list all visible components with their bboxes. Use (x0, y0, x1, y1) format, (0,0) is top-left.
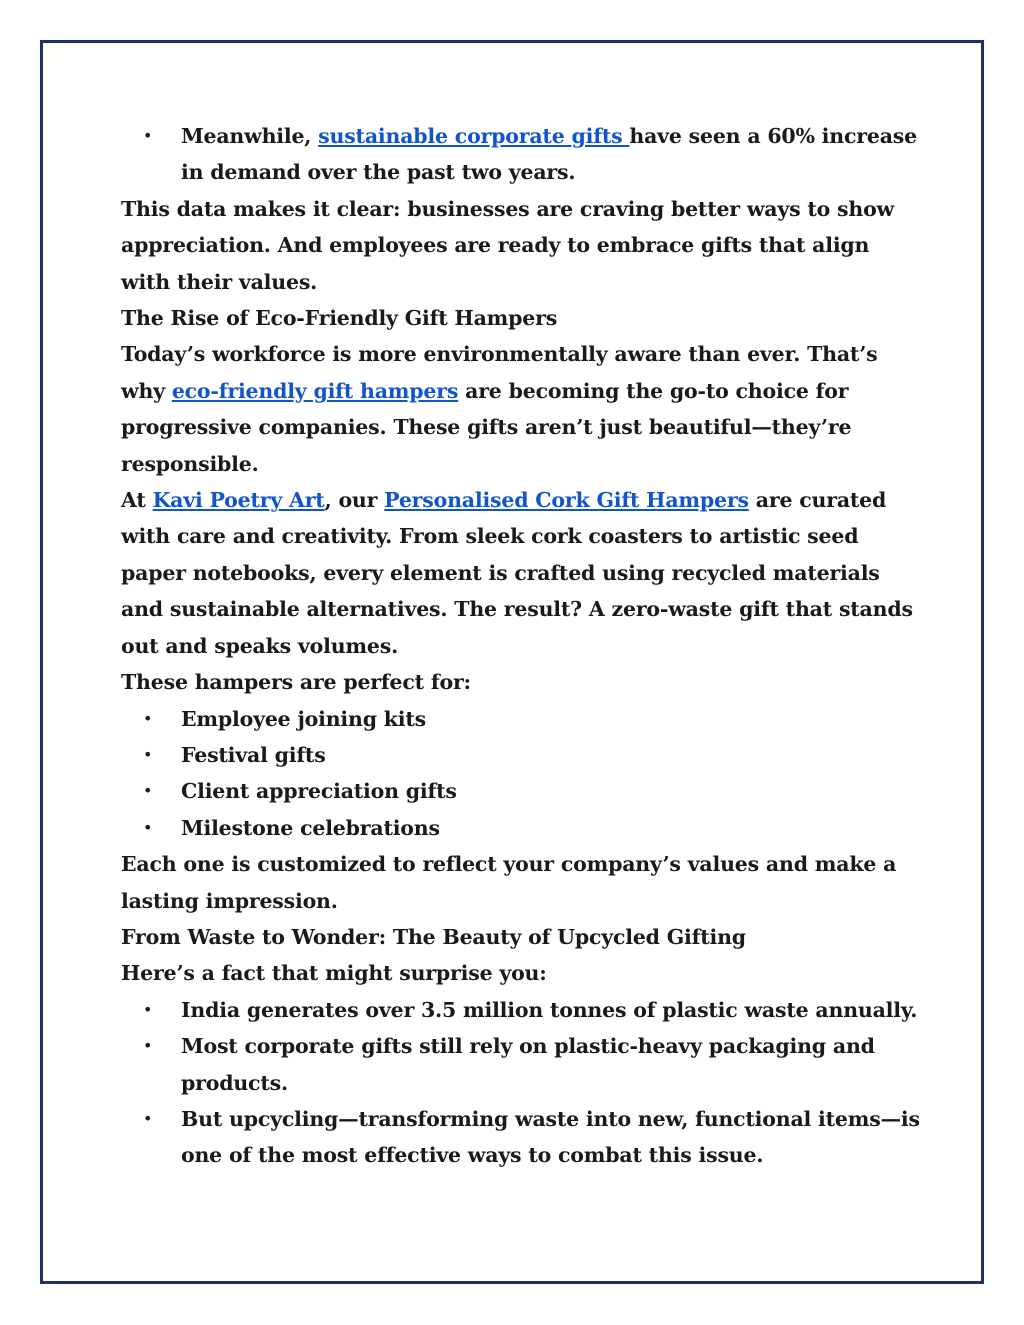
paragraph-perfect-for: These hampers are perfect for: (121, 670, 471, 695)
list-item: • Milestone celebrations (121, 810, 921, 846)
list-item: • But upcycling—transforming waste into new, functional items—is one of the most effective ways to combat this issue. (121, 1101, 921, 1174)
link-eco-friendly-gift-hampers[interactable]: eco-friendly gift hampers (171, 378, 459, 403)
paragraph-text: At (121, 488, 153, 513)
link-kavi-poetry-art[interactable]: Kavi Poetry Art (152, 488, 325, 513)
bullet-list-stats (121, 118, 921, 191)
document-body (121, 118, 921, 1174)
paragraph-text: , our (324, 488, 385, 513)
list-item (121, 118, 921, 191)
list-item: • Festival gifts (121, 737, 921, 773)
paragraph-data: This data makes it clear: businesses are craving better ways to show appreciation. And employees are ready to embrace gifts that align with their values. (121, 196, 895, 294)
heading-rise-eco-friendly: The Rise of Eco-Friendly Gift Hampers (121, 306, 558, 331)
bullet-list-facts (121, 992, 921, 1174)
paragraph-text: Today’s workforce is more environmentally aware than ever. That’s why (121, 342, 878, 403)
link-sustainable-corporate-gifts[interactable]: sustainable corporate gifts (318, 124, 630, 148)
list-item: • Client appreciation gifts (121, 773, 921, 809)
bullet-text: have seen a 60% increase in demand over the past two years. (181, 124, 917, 185)
link-personalised-cork-gift-hampers[interactable]: Personalised Cork Gift Hampers (384, 488, 749, 513)
paragraph-customized: Each one is customized to reflect your company’s values and make a lasting impression. (121, 852, 897, 913)
bullet-text: Meanwhile, (181, 124, 319, 148)
bullet-list-uses (121, 701, 921, 847)
list-item: • Employee joining kits (121, 701, 921, 737)
paragraph-workforce (121, 336, 921, 482)
paragraph-fact: Here’s a fact that might surprise you: (121, 961, 547, 986)
list-item: • Most corporate gifts still rely on plastic-heavy packaging and products. (121, 1028, 921, 1101)
paragraph-text: are becoming the go-to choice for progressive companies. These gifts aren’t just beautiful—they’re responsible. (121, 378, 852, 476)
paragraph-text: are curated with care and creativity. From sleek cork coasters to artistic seed paper notebooks, every element is crafted using recycled materials and sustainable alternatives. The result? A zero-waste gift that stands out and speaks volumes. (121, 488, 913, 658)
paragraph-kavi (121, 482, 921, 664)
heading-waste-to-wonder: From Waste to Wonder: The Beauty of Upcycled Gifting (121, 924, 746, 949)
list-item: • India generates over 3.5 million tonnes of plastic waste annually. (121, 992, 921, 1028)
